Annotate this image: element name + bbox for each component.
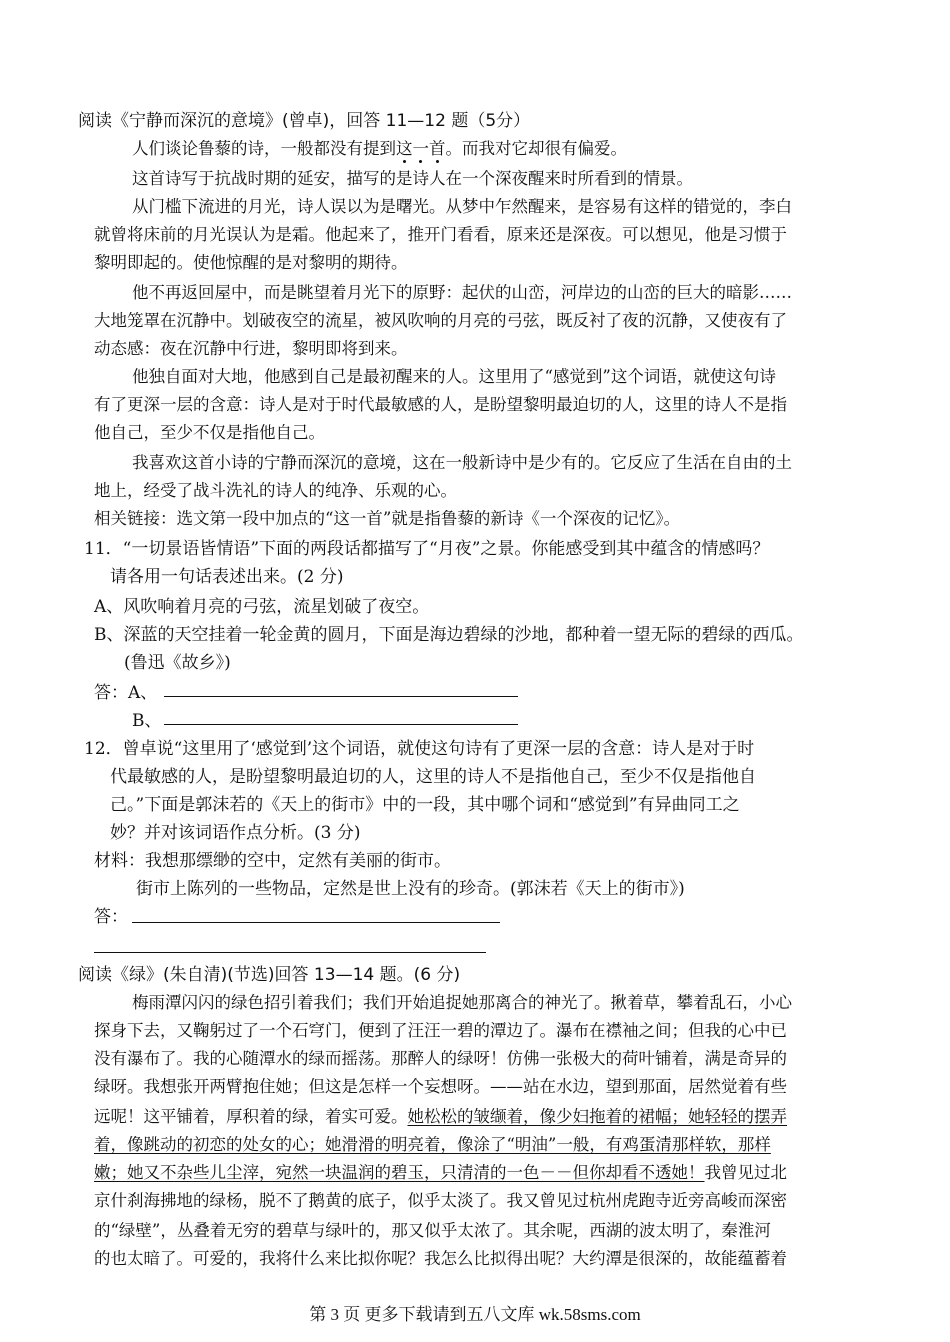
text: 人们谈论鲁藜的诗，一般都没有提到 bbox=[132, 139, 396, 158]
underlined-text: 她松松的皱缬着，像少妇拖着的裙幅；她轻轻的摆弄 bbox=[407, 1107, 787, 1126]
section1-heading: 阅读《宁静而深沉的意境》(曾卓)，回答 11—12 题（5分） bbox=[78, 111, 531, 131]
text: 远呢！这平铺着，厚积着的绿，着实可爱。 bbox=[94, 1107, 408, 1126]
question-11-option-b: B、深蓝的天空挂着一轮金黄的圆月，下面是海边碧绿的沙地，都种着一望无际的碧绿的西瓜。 bbox=[94, 625, 804, 645]
answer-a-blank[interactable] bbox=[164, 696, 518, 697]
paragraph-4-line: 他不再返回屋中，而是眺望着月光下的原野：起伏的山峦，河岸边的山峦的巨大的暗影…… bbox=[132, 283, 792, 302]
page-footer: 第 3 页 更多下载请到五八文库 wk.58sms.com bbox=[309, 1305, 641, 1324]
paragraph-5-line: 有了更深一层的含意：诗人是对于时代最敏感的人，是盼望黎明最迫切的人，这里的诗人不是指 bbox=[94, 395, 787, 414]
question-11-option-b-source: (鲁迅《故乡》) bbox=[124, 653, 231, 673]
paragraph-6-line: 我喜欢这首小诗的宁静而深沉的意境，这在一般新诗中是少有的。它反应了生活在自由的土 bbox=[132, 453, 792, 472]
emphasis-char: 首 bbox=[429, 139, 446, 158]
excerpt-line: 梅雨潭闪闪的绿色招引着我们；我们开始追捉她那离合的神光了。揪着草，攀着乱石，小心 bbox=[132, 993, 792, 1012]
paragraph-4-line: 动态感：夜在沉静中行进，黎明即将到来。 bbox=[94, 339, 408, 358]
section2-heading: 阅读《绿》(朱自清)(节选)回答 13—14 题。(6 分) bbox=[78, 965, 461, 985]
answer-blank[interactable] bbox=[132, 922, 500, 923]
paragraph-3-line: 黎明即起的。使他惊醒的是对黎明的期待。 bbox=[94, 253, 408, 272]
excerpt-line: 的“绿壁”，丛叠着无穷的碧草与绿叶的，那又似乎太浓了。其余呢，西湖的波太明了，秦淮河 bbox=[94, 1221, 771, 1240]
emphasis-char: 这 bbox=[396, 139, 413, 158]
paragraph-4-line: 大地笼罩在沉静中。划破夜空的流星，被风吹响的月亮的弓弦，既反衬了夜的沉静，又使夜有了 bbox=[94, 311, 787, 330]
excerpt-line: 没有瀑布了。我的心随潭水的绿而摇荡。那醉人的绿呀！仿佛一张极大的荷叶铺着，满是奇异的 bbox=[94, 1049, 787, 1068]
excerpt-line bbox=[94, 1162, 787, 1184]
paragraph-5-line: 他自己，至少不仅是指他自己。 bbox=[94, 423, 325, 442]
paragraph-6-line: 地上，经受了战斗洗礼的诗人的纯净、乐观的心。 bbox=[94, 481, 457, 500]
excerpt-line: 京什刹海拂地的绿杨，脱不了鹅黄的底子，似乎太淡了。我又曾见过杭州虎跑寺近旁高峻而深密 bbox=[94, 1191, 787, 1210]
excerpt-line: 探身下去，又鞠躬过了一个石穹门，便到了汪汪一碧的潭边了。瀑布在襟袖之间；但我的心中已 bbox=[94, 1021, 787, 1040]
answer-b-label: B、 bbox=[132, 711, 162, 731]
text: 。而我对它却很有偏爱。 bbox=[445, 139, 627, 158]
paragraph-1 bbox=[132, 138, 627, 160]
answer-blank-2[interactable] bbox=[94, 952, 486, 953]
paragraph-3-line: 从门槛下流进的月光，诗人误以为是曙光。从梦中乍然醒来，是容易有这样的错觉的，李白 bbox=[132, 197, 792, 216]
text: 我曾见过北 bbox=[704, 1163, 787, 1182]
related-link-note: 相关链接：选文第一段中加点的“这一首”就是指鲁藜的新诗《一个深夜的记忆》。 bbox=[94, 509, 681, 528]
material-line: 材料：我想那缥缈的空中，定然有美丽的街市。 bbox=[94, 851, 451, 871]
material-line: 街市上陈列的一些物品，定然是世上没有的珍奇。(郭沫若《天上的街市》) bbox=[136, 879, 685, 899]
emphasis-char: 一 bbox=[412, 139, 429, 158]
paragraph-3-line: 就曾将床前的月光误认为是霜。他起来了，推开门看看，原来还是深夜。可以想见，他是习惯于 bbox=[94, 225, 787, 244]
answer-label: 答： bbox=[94, 907, 128, 927]
question-11-cont: 请各用一句话表述出来。(2 分) bbox=[110, 567, 344, 587]
excerpt-line: 绿呀。我想张开两臂抱住她；但这是怎样一个妄想呀。——站在水边，望到那面，居然觉着有些 bbox=[94, 1077, 787, 1096]
excerpt-line: 的也太暗了。可爱的，我将什么来比拟你呢？我怎么比拟得出呢？大约潭是很深的，故能蕴蓄着 bbox=[94, 1249, 787, 1268]
excerpt-line bbox=[94, 1106, 787, 1128]
question-12: 12．曾卓说“这里用了‘感觉到’这个词语，就使这句诗有了更深一层的含意：诗人是对于时 bbox=[84, 739, 755, 759]
paragraph-5-line: 他独自面对大地，他感到自己是最初醒来的人。这里用了“感觉到”这个词语，就使这句诗 bbox=[132, 367, 776, 386]
paragraph-2: 这首诗写于抗战时期的延安，描写的是诗人在一个深夜醒来时所看到的情景。 bbox=[132, 169, 693, 188]
underlined-text: 着，像跳动的初恋的处女的心；她滑滑的明亮着，像涂了“明油”一般，有鸡蛋清那样软，那样 bbox=[94, 1135, 771, 1154]
question-12-cont: 己。”下面是郭沫若的《天上的街市》中的一段，其中哪个词和“感觉到”有异曲同工之 bbox=[110, 795, 740, 815]
question-11: 11．“一切景语皆情语”下面的两段话都描写了“月夜”之景。你能感受到其中蕴含的情感吗？ bbox=[84, 539, 770, 559]
answer-b-blank[interactable] bbox=[164, 724, 518, 725]
question-12-cont: 代最敏感的人，是盼望黎明最迫切的人，这里的诗人不是指他自己，至少不仅是指他自 bbox=[110, 767, 756, 787]
question-11-option-a: A、风吹响着月亮的弓弦，流星划破了夜空。 bbox=[94, 597, 430, 617]
underlined-text: 嫩；她又不杂些儿尘滓，宛然一块温润的碧玉，只清清的一色－－但你却看不透她！ bbox=[94, 1163, 705, 1182]
excerpt-line bbox=[94, 1134, 771, 1156]
question-12-cont: 妙？并对该词语作点分析。(3 分) bbox=[110, 823, 361, 843]
answer-a-label: 答：A、 bbox=[94, 683, 158, 703]
